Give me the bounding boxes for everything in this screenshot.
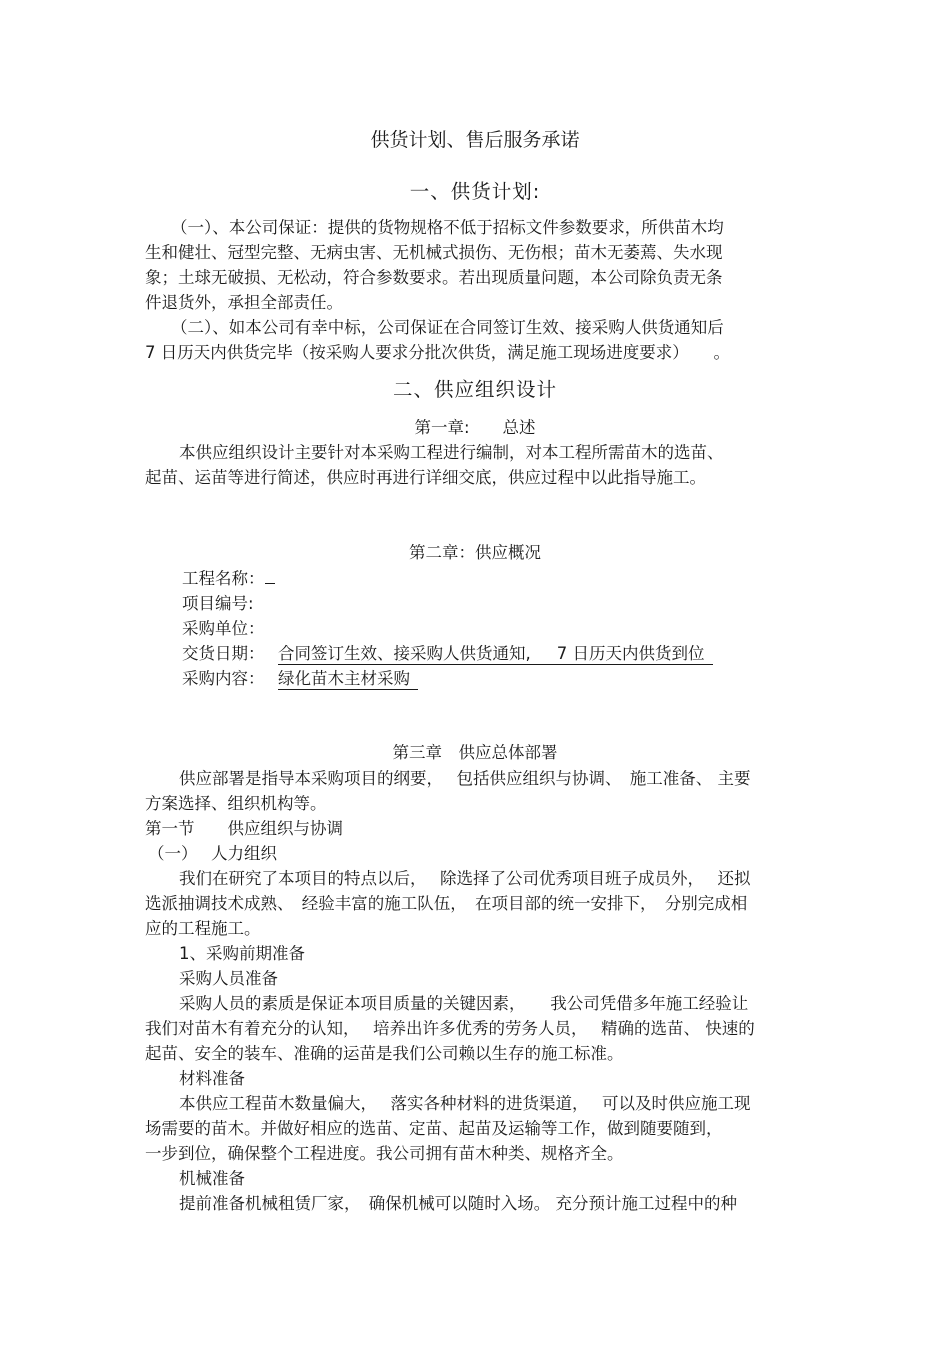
paragraph-line: 供应部署是指导本采购项目的纲要， 包括供应组织与协调、 施工准备、 主要: [179, 769, 751, 788]
field-label: 项目编号:: [182, 594, 254, 613]
paragraph-line: 我们在研究了本项目的特点以后， 除选择了公司优秀项目班子成员外， 还拟: [179, 869, 751, 888]
paragraph-line: 方案选择、组织机构等。: [145, 794, 327, 813]
paragraph-line: （一）、本公司保证：提供的货物规格不低于招标文件参数要求，所供苗木均: [171, 218, 724, 237]
paragraph-line: 起苗、安全的装车、准确的运苗是我们公司赖以生存的施工标准。: [145, 1044, 624, 1063]
paragraph-line: 7 日历天内供货完毕（按采购人要求分批次供货，满足施工现场进度要求） 。: [145, 343, 730, 362]
field-value-part: 合同签订生效、接采购人供货通知,: [278, 644, 531, 663]
paragraph-line: 场需要的苗木。并做好相应的选苗、定苗、起苗及运输等工作，做到随要随到，: [145, 1119, 723, 1138]
paragraph-line: 提前准备机械租赁厂家， 确保机械可以随时入场。 充分预计施工过程中的种: [179, 1194, 737, 1213]
field-value: [265, 583, 275, 584]
field-project-number: [182, 592, 278, 616]
paragraph-line: 一步到位，确保整个工程进度。我公司拥有苗木种类、规格齐全。: [145, 1144, 624, 1163]
field-label: 采购单位：: [182, 619, 265, 638]
field-value: 绿化苗木主材采购: [278, 669, 418, 690]
section-heading-supply-plan: 一、供货计划:: [409, 180, 541, 203]
paragraph-line: 生和健壮、冠型完整、无病虫害、无机械式损伤、无伤根；苗木无萎蔫、失水现: [145, 243, 723, 262]
paragraph-line: 起苗、运苗等进行简述，供应时再进行详细交底，供应过程中以此指导施工。: [145, 468, 706, 487]
subsection-heading: 第一节 供应组织与协调: [145, 819, 343, 838]
field-value-part: 7 日历天内供货到位: [556, 644, 705, 663]
subsection-heading: （一） 人力组织: [148, 844, 277, 863]
paragraph-line: 本供应工程苗木数量偏大， 落实各种材料的进货渠道， 可以及时供应施工现: [179, 1094, 751, 1113]
subsection-heading: 1、采购前期准备: [179, 944, 305, 963]
document-title: 供货计划、售后服务承诺: [370, 129, 580, 151]
paragraph-line: 选派抽调技术成熟、 经验丰富的施工队伍， 在项目部的统一安排下， 分别完成相: [145, 894, 748, 913]
paragraph-line: 应的工程施工。: [145, 919, 261, 938]
chapter-heading-supply-overview: 第二章：供应概况: [409, 543, 541, 562]
field-purchase-content: [182, 667, 418, 691]
paragraph-line: 象；土球无破损、无松动，符合参数要求。若出现质量问题，本公司除负责无条: [145, 268, 723, 287]
field-label: 工程名称：: [182, 569, 265, 588]
field-project-name: [182, 567, 275, 591]
subsection-heading: 材料准备: [179, 1069, 245, 1088]
field-label: 采购内容：: [182, 669, 265, 688]
chapter-heading-deployment: 第三章 供应总体部署: [392, 743, 558, 762]
field-label: 交货日期：: [182, 644, 265, 663]
subsection-heading: 采购人员准备: [179, 969, 278, 988]
paragraph-line: 本供应组织设计主要针对本采购工程进行编制，对本工程所需苗木的选苗、: [179, 443, 724, 462]
subsection-heading: 机械准备: [179, 1169, 245, 1188]
paragraph-line: 我们对苗木有着充分的认知， 培养出许多优秀的劳务人员， 精确的选苗、 快速的: [145, 1019, 755, 1038]
field-purchaser: [182, 617, 278, 641]
section-heading-supply-org-design: 二、供应组织设计: [392, 378, 557, 401]
chapter-heading-overview: 第一章: 总述: [414, 418, 536, 437]
paragraph-line: 采购人员的素质是保证本项目质量的关键因素， 我公司凭借多年施工经验让: [179, 994, 749, 1013]
field-delivery-date: [182, 642, 713, 666]
paragraph-line: （二）、如本公司有幸中标，公司保证在合同签订生效、接采购人供货通知后: [171, 318, 724, 337]
paragraph-line: 件退货外，承担全部责任。: [145, 293, 343, 312]
field-value: [278, 644, 713, 665]
